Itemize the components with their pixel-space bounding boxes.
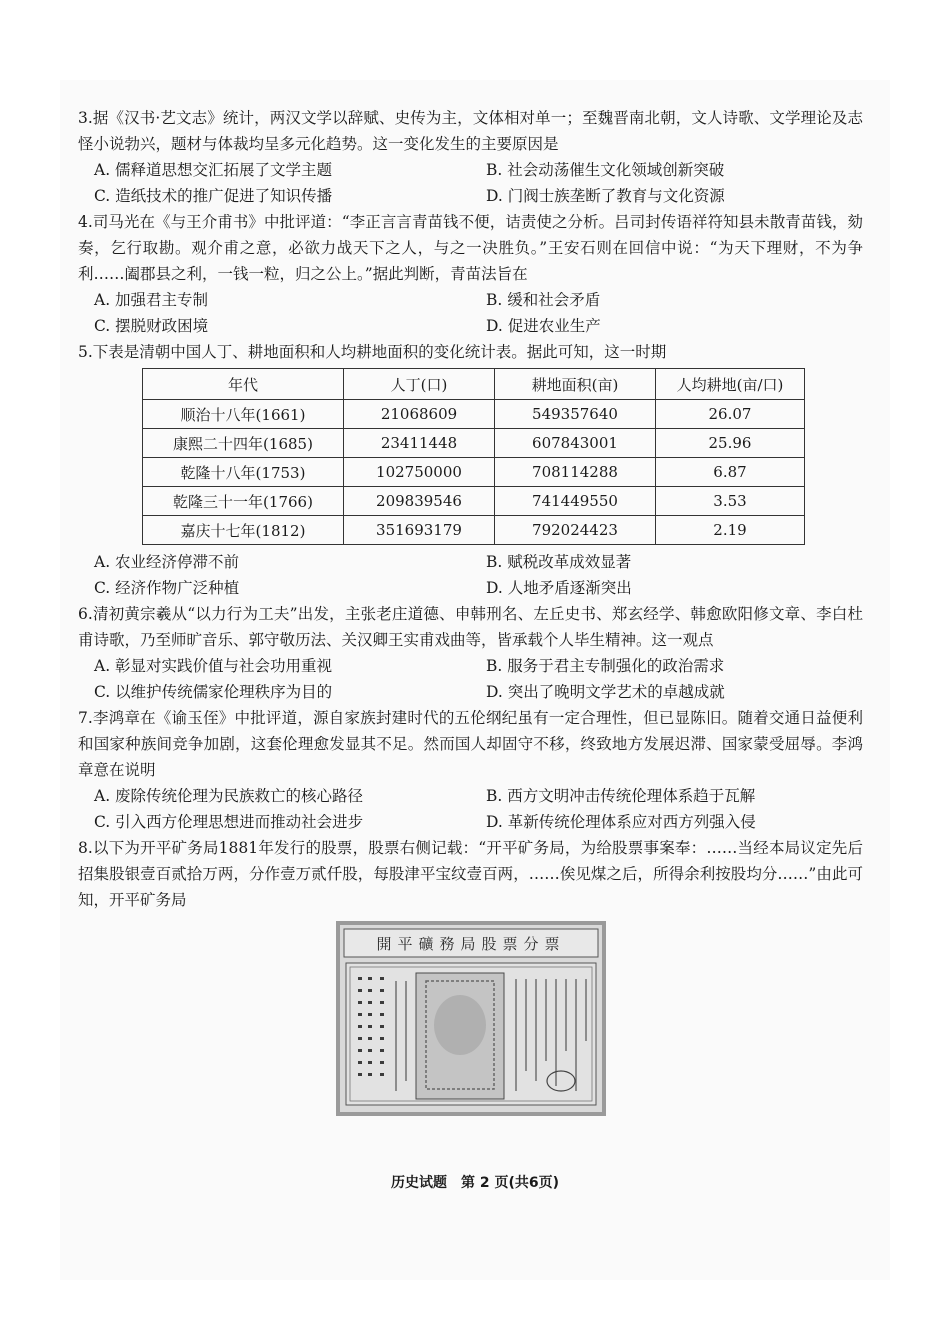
table-cell: 23411448 (344, 429, 495, 458)
question-stem: 4.司马光在《与王介甫书》中批评道：“李正言言青苗钱不便，诘责使之分析。吕司封传语祥符知县未散青苗钱，劾奏，乞行取勘。观介甫之意，必欲力战天下之人，与之一决胜负。”王安石则在回信中说：“为天下理财，不为争利……阖郡县之利，一钱一粒，归之公上。”据此判断，青苗法旨在 (78, 213, 863, 283)
table-row (143, 487, 805, 516)
options (78, 653, 863, 705)
option-c: C. 以维护传统儒家伦理秩序为目的 (94, 683, 333, 701)
table-row (143, 429, 805, 458)
option-a: A. 儒释道思想交汇拓展了文学主题 (94, 161, 333, 179)
question-stem: 3.据《汉书·艺文志》统计，两汉文学以辞赋、史传为主，文体相对单一；至魏晋南北朝，文人诗歌、文学理论及志怪小说勃兴，题材与体裁均呈多元化趋势。这一变化发生的主要原因是 (78, 109, 863, 153)
question-stem: 8.以下为开平矿务局1881年发行的股票，股票右侧记载：“开平矿务局，为给股票事案奉：……当经本局议定先后招集股银壹百贰拾万两，分作壹万贰仟股，每股津平宝纹壹百两，……俟见煤之后，所得余利按股均分……”由此可知，开平矿务局 (78, 839, 863, 909)
option-d: D. 促进农业生产 (486, 317, 601, 335)
question-stem: 5.下表是清朝中国人丁、耕地面积和人均耕地面积的变化统计表。据此可知，这一时期 (78, 343, 667, 361)
table-cell: 708114288 (495, 458, 656, 487)
table-row (143, 458, 805, 487)
option-a: A. 农业经济停滞不前 (94, 553, 240, 571)
table-cell: 嘉庆十七年(1812) (143, 516, 344, 545)
table-header-row (143, 369, 805, 400)
question-stem: 7.李鸿章在《谕玉侄》中批评道，源自家族封建时代的五伦纲纪虽有一定合理性，但已显陈旧。随着交通日益便利和国家种族间竞争加剧，这套伦理愈发显其不足。然而国人却固守不移，终致地方发展迟滞、国家蒙受屈辱。李鸿章意在说明 (78, 709, 863, 779)
certificate-title: 開平礦務局股票分票 (375, 935, 566, 953)
table-header: 年代 (143, 369, 344, 400)
stock-certificate-picture (336, 921, 606, 1116)
options (78, 157, 863, 209)
question-list (78, 105, 863, 1116)
option-c: C. 经济作物广泛种植 (94, 579, 240, 597)
question-7 (78, 705, 863, 835)
table-cell: 209839546 (344, 487, 495, 516)
table-header: 耕地面积(亩) (495, 369, 656, 400)
option-d: D. 门阀士族垄断了教育与文化资源 (486, 187, 725, 205)
stock-certificate-image (336, 921, 606, 1116)
option-c: C. 造纸技术的推广促进了知识传播 (94, 187, 333, 205)
options (78, 287, 863, 339)
table-cell: 351693179 (344, 516, 495, 545)
table-cell: 21068609 (344, 400, 495, 429)
option-d: D. 突出了晚明文学艺术的卓越成就 (486, 683, 725, 701)
table-cell: 顺治十八年(1661) (143, 400, 344, 429)
table-cell: 康熙二十四年(1685) (143, 429, 344, 458)
table-cell: 25.96 (656, 429, 805, 458)
table-cell: 3.53 (656, 487, 805, 516)
table-cell: 26.07 (656, 400, 805, 429)
table-cell: 乾隆三十一年(1766) (143, 487, 344, 516)
options (78, 549, 863, 601)
question-4 (78, 209, 863, 339)
table-header: 人丁(口) (344, 369, 495, 400)
option-c: C. 引入西方伦理思想进而推动社会进步 (94, 813, 364, 831)
question-5 (78, 339, 863, 601)
table-cell: 乾隆十八年(1753) (143, 458, 344, 487)
question-stem: 6.清初黄宗羲从“以力行为工夫”出发，主张老庄道德、申韩刑名、左丘史书、郑玄经学、韩愈欧阳修文章、李白杜甫诗歌，乃至师旷音乐、郭守敬历法、关汉卿王实甫戏曲等，皆承载个人毕生精神。这一观点 (78, 605, 863, 649)
option-a: A. 加强君主专制 (94, 291, 209, 309)
option-b: B. 缓和社会矛盾 (486, 291, 601, 309)
table-cell: 549357640 (495, 400, 656, 429)
table-cell: 741449550 (495, 487, 656, 516)
question-8 (78, 835, 863, 1116)
table-cell: 2.19 (656, 516, 805, 545)
option-d: D. 人地矛盾逐渐突出 (486, 579, 632, 597)
table-row (143, 400, 805, 429)
option-b: B. 西方文明冲击传统伦理体系趋于瓦解 (486, 787, 756, 805)
option-d: D. 革新传统伦理体系应对西方列强入侵 (486, 813, 756, 831)
statistics-table (142, 368, 805, 545)
table-cell: 102750000 (344, 458, 495, 487)
table-header: 人均耕地(亩/口) (656, 369, 805, 400)
option-a: A. 废除传统伦理为民族救亡的核心路径 (94, 787, 364, 805)
table-cell: 607843001 (495, 429, 656, 458)
option-c: C. 摆脱财政困境 (94, 317, 209, 335)
page-footer: 历史试题 第 2 页(共6页) (390, 1175, 560, 1191)
option-b: B. 赋税改革成效显著 (486, 553, 632, 571)
question-3 (78, 105, 863, 209)
option-b: B. 服务于君主专制强化的政治需求 (486, 657, 725, 675)
option-b: B. 社会动荡催生文化领域创新突破 (486, 161, 725, 179)
option-a: A. 彰显对实践价值与社会功用重视 (94, 657, 333, 675)
options (78, 783, 863, 835)
table-cell: 6.87 (656, 458, 805, 487)
table-cell: 792024423 (495, 516, 656, 545)
table-row (143, 516, 805, 545)
question-6 (78, 601, 863, 705)
